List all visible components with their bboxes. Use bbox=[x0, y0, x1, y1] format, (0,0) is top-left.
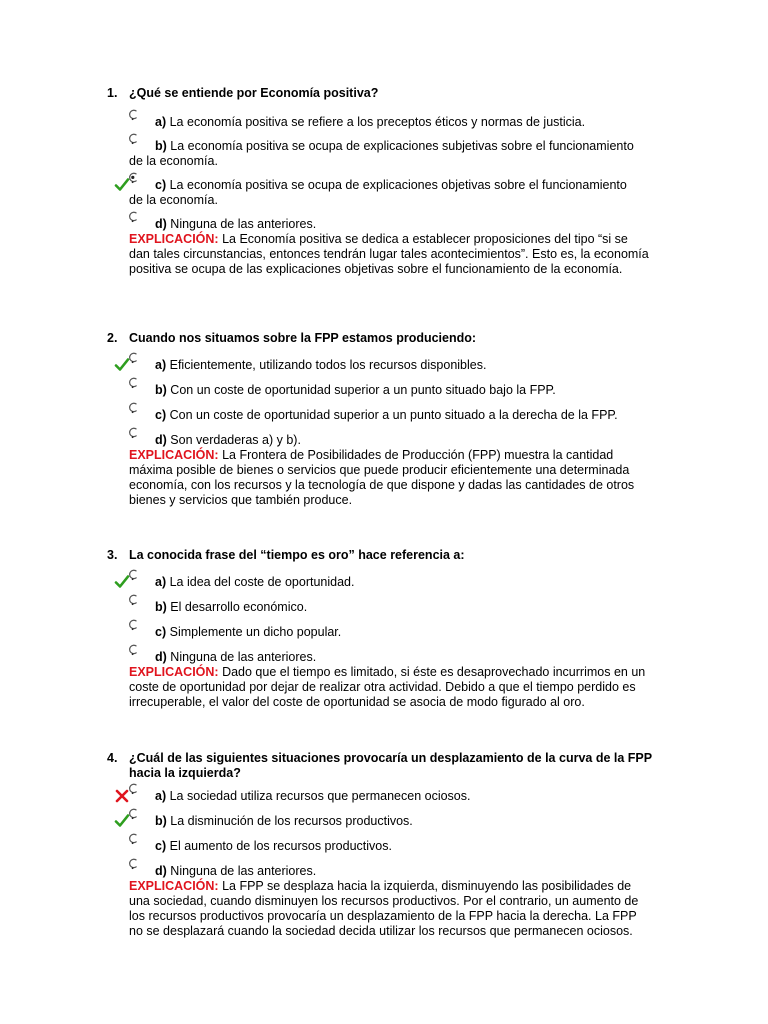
option-d[interactable] bbox=[107, 433, 652, 448]
radio-button[interactable] bbox=[127, 108, 139, 122]
explanation-label: EXPLICACIÓN: bbox=[129, 448, 219, 462]
explanation-label: EXPLICACIÓN: bbox=[129, 665, 219, 679]
option-text: Eficientemente, utilizando todos los recursos disponibles. bbox=[169, 358, 487, 372]
explanation bbox=[107, 879, 652, 939]
radio-button[interactable] bbox=[127, 782, 139, 796]
option-letter: d) bbox=[155, 650, 167, 664]
option-a[interactable] bbox=[107, 115, 652, 130]
option-letter: b) bbox=[155, 139, 167, 153]
option-text: La economía positiva se ocupa de explicaciones subjetivas sobre el funcionamiento bbox=[170, 139, 634, 153]
option-c[interactable] bbox=[107, 178, 652, 208]
explanation bbox=[107, 448, 652, 508]
radio-button[interactable] bbox=[127, 568, 139, 582]
option-text: Simplemente un dicho popular. bbox=[169, 625, 342, 639]
option-letter: c) bbox=[155, 625, 167, 639]
explanation-text: Dado que el tiempo es limitado, si éste es desaprovechado incurrimos en un coste de oportunidad por dejar de realizar otra actividad. Debido a que el tiempo perdido es irrecuperable, el valor del coste de oportunidad se asocia de modo figurado al oro. bbox=[129, 665, 646, 709]
option-text: Con un coste de oportunidad superior a un punto situado bajo la FPP. bbox=[170, 383, 556, 397]
option-text: La sociedad utiliza recursos que permanecen ociosos. bbox=[169, 789, 471, 803]
option-b[interactable] bbox=[107, 139, 652, 169]
option-letter: a) bbox=[155, 115, 167, 129]
radio-button[interactable] bbox=[127, 210, 139, 224]
radio-button[interactable] bbox=[127, 643, 139, 657]
option-d[interactable] bbox=[107, 650, 652, 665]
option-letter: c) bbox=[155, 178, 167, 192]
option-text: Ninguna de las anteriores. bbox=[170, 650, 317, 664]
explanation-text: La Frontera de Posibilidades de Producción (FPP) muestra la cantidad máxima posible de bienes o servicios que puede producir eficientemente una determinada economía, con los recursos y la tecnología de que dispone y dadas las cantidades de otros bienes y servicios que también produce. bbox=[129, 448, 635, 507]
option-text: Son verdaderas a) y b). bbox=[170, 433, 301, 447]
explanation-text: La FPP se desplaza hacia la izquierda, disminuyendo las posibilidades de una sociedad, cuando disminuyen los recursos productivos. Por el contrario, un aumento de los recursos productivos provocaría un desplazamiento de la FPP hacia la derecha. La FPP no se desplazará cuando la sociedad decida utilizar los recursos que permanecen ociosos. bbox=[129, 879, 639, 938]
option-b[interactable] bbox=[107, 600, 652, 615]
question-text: ¿Cuál de las siguientes situaciones provocaría un desplazamiento de la curva de la FPP hacia la izquierda? bbox=[129, 751, 652, 780]
option-b[interactable] bbox=[107, 383, 652, 398]
radio-button[interactable] bbox=[127, 857, 139, 871]
radio-button-selected[interactable] bbox=[127, 171, 139, 185]
question-number: 3. bbox=[107, 548, 118, 562]
option-letter: d) bbox=[155, 217, 167, 231]
option-text: Ninguna de las anteriores. bbox=[170, 217, 317, 231]
question-1 bbox=[107, 86, 652, 277]
option-letter: b) bbox=[155, 600, 167, 614]
explanation bbox=[107, 232, 652, 277]
option-text: Ninguna de las anteriores. bbox=[170, 864, 317, 878]
radio-button[interactable] bbox=[127, 832, 139, 846]
question-number: 1. bbox=[107, 86, 118, 100]
option-letter: b) bbox=[155, 383, 167, 397]
option-text: El aumento de los recursos productivos. bbox=[169, 839, 392, 853]
option-a[interactable] bbox=[107, 789, 652, 804]
option-letter: d) bbox=[155, 433, 167, 447]
question-3 bbox=[107, 548, 652, 710]
question-text: ¿Qué se entiende por Economía positiva? bbox=[129, 86, 379, 100]
question-header bbox=[107, 751, 652, 781]
question-header bbox=[107, 86, 652, 101]
question-4 bbox=[107, 751, 652, 939]
option-b[interactable] bbox=[107, 814, 652, 829]
radio-button[interactable] bbox=[127, 351, 139, 365]
option-c[interactable] bbox=[107, 625, 652, 640]
option-text: Con un coste de oportunidad superior a un punto situado a la derecha de la FPP. bbox=[169, 408, 618, 422]
option-letter: a) bbox=[155, 575, 167, 589]
option-text-continued: de la economía. bbox=[129, 154, 218, 168]
question-header bbox=[107, 331, 652, 346]
option-text: La idea del coste de oportunidad. bbox=[169, 575, 355, 589]
question-header bbox=[107, 548, 652, 563]
radio-button[interactable] bbox=[127, 401, 139, 415]
radio-button[interactable] bbox=[127, 376, 139, 390]
question-number: 4. bbox=[107, 751, 118, 765]
radio-button[interactable] bbox=[127, 618, 139, 632]
option-letter: b) bbox=[155, 814, 167, 828]
option-text: El desarrollo económico. bbox=[170, 600, 308, 614]
explanation-text: La Economía positiva se dedica a establecer proposiciones del tipo “si se dan tales circunstancias, entonces tendrán lugar tales acontecimientos”. Esto es, la economía positiva se ocupa de las explicaciones objetivas sobre el funcionamiento de la economía. bbox=[129, 232, 649, 276]
option-d[interactable] bbox=[107, 217, 652, 232]
explanation-label: EXPLICACIÓN: bbox=[129, 879, 219, 893]
option-text: La disminución de los recursos productivos. bbox=[170, 814, 413, 828]
radio-button[interactable] bbox=[127, 132, 139, 146]
option-text: La economía positiva se refiere a los preceptos éticos y normas de justicia. bbox=[169, 115, 586, 129]
option-letter: c) bbox=[155, 408, 167, 422]
explanation-label: EXPLICACIÓN: bbox=[129, 232, 219, 246]
radio-button[interactable] bbox=[127, 426, 139, 440]
option-letter: c) bbox=[155, 839, 167, 853]
option-text-continued: de la economía. bbox=[129, 193, 218, 207]
question-2 bbox=[107, 331, 652, 508]
question-text: La conocida frase del “tiempo es oro” hace referencia a: bbox=[129, 548, 465, 562]
option-letter: a) bbox=[155, 358, 167, 372]
option-a[interactable] bbox=[107, 575, 652, 590]
option-letter: a) bbox=[155, 789, 167, 803]
radio-button[interactable] bbox=[127, 593, 139, 607]
option-text: La economía positiva se ocupa de explicaciones objetivas sobre el funcionamiento bbox=[169, 178, 627, 192]
option-d[interactable] bbox=[107, 864, 652, 879]
question-text: Cuando nos situamos sobre la FPP estamos produciendo: bbox=[129, 331, 477, 345]
option-letter: d) bbox=[155, 864, 167, 878]
radio-button[interactable] bbox=[127, 807, 139, 821]
explanation bbox=[107, 665, 652, 710]
option-c[interactable] bbox=[107, 839, 652, 854]
option-a[interactable] bbox=[107, 358, 652, 373]
question-number: 2. bbox=[107, 331, 118, 345]
option-c[interactable] bbox=[107, 408, 652, 423]
